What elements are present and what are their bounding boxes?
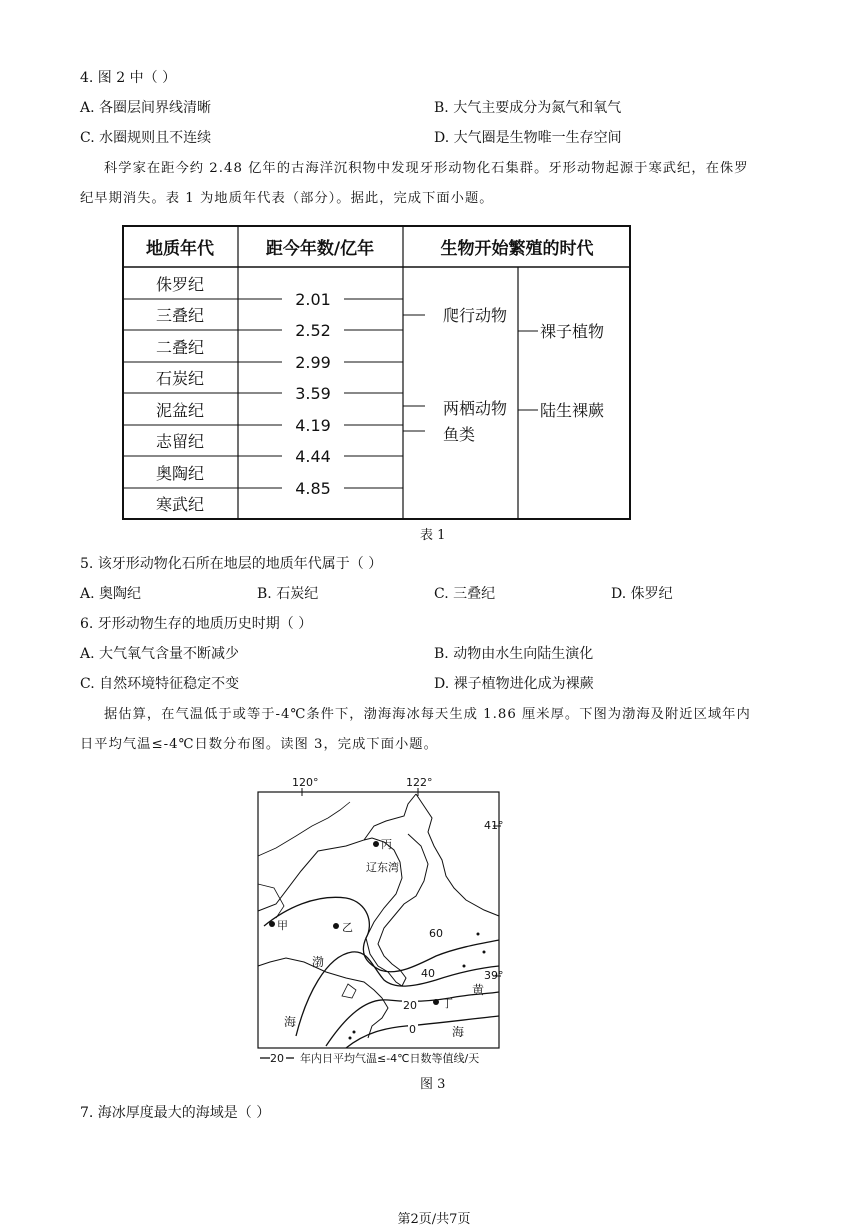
place-yi: 乙 — [342, 921, 353, 934]
lat-41: 41° — [484, 819, 504, 832]
place-jia: 甲 — [277, 919, 288, 932]
age-252: 2.52 — [295, 321, 331, 340]
label-liaodong-bay: 辽东湾 — [366, 861, 399, 874]
passage2-line2: 日平均气温≤-4℃日数分布图。读图 3，完成下面小题。 — [80, 737, 438, 752]
q5-option-b: B. 石炭纪 — [257, 586, 319, 602]
passage1-line1: 科学家在距今约 2.48 亿年的古海洋沉积物中发现牙形动物化石集群。牙形动物起源于寒武纪，在侏罗 — [104, 161, 749, 176]
label-hai-yellow: 海 — [452, 1025, 465, 1039]
isoline-label-20: 20 — [403, 999, 417, 1012]
q4-option-b: B. 大气主要成分为氮气和氧气 — [434, 100, 622, 116]
life-fish: 鱼类 — [443, 425, 476, 444]
table-header-life: 生物开始繁殖的时代 — [440, 239, 594, 259]
bohai-map — [256, 776, 504, 1070]
legend-text: 年内日平均气温≤-4℃日数等值线/天 — [300, 1052, 480, 1065]
life-psilophytes: 陆生裸蕨 — [540, 401, 605, 420]
q7-stem: 7. 海冰厚度最大的海域是（ ） — [80, 1105, 271, 1121]
era-silurian: 志留纪 — [155, 432, 205, 451]
lon-120: 120° — [292, 776, 319, 789]
q4-option-d: D. 大气圈是生物唯一生存空间 — [434, 130, 622, 146]
q4-option-c: C. 水圈规则且不连续 — [80, 130, 212, 146]
place-bing: 丙 — [381, 838, 392, 851]
label-hai-bohai: 海 — [284, 1015, 297, 1029]
era-triassic: 三叠纪 — [155, 306, 205, 325]
label-huang: 黄 — [472, 983, 485, 997]
page-footer: 第2页/共7页 — [397, 1212, 471, 1227]
age-201: 2.01 — [295, 290, 331, 309]
era-permian: 二叠纪 — [155, 338, 205, 357]
isoline-40 — [296, 952, 499, 1036]
era-jurassic: 侏罗纪 — [155, 275, 205, 294]
life-reptiles: 爬行动物 — [443, 306, 508, 325]
q6-option-c: C. 自然环境特征稳定不变 — [80, 676, 240, 692]
age-444: 4.44 — [295, 447, 331, 466]
q5-stem: 5. 该牙形动物化石所在地层的地质年代属于（ ） — [80, 556, 383, 572]
q5-option-a: A. 奥陶纪 — [80, 586, 142, 602]
age-359: 3.59 — [295, 384, 331, 403]
isoline-0 — [346, 1016, 499, 1048]
legend-sample-value: 20 — [270, 1052, 284, 1065]
age-485: 4.85 — [295, 479, 331, 498]
era-cambrian: 寒武纪 — [155, 495, 205, 514]
table-header-age: 距今年数/亿年 — [265, 239, 375, 259]
isoline-label-40: 40 — [421, 967, 435, 980]
figure3-caption: 图 3 — [420, 1077, 446, 1092]
table-header-era: 地质年代 — [146, 239, 214, 259]
place-ding: 丁 — [442, 997, 453, 1010]
table1-caption: 表 1 — [420, 528, 446, 543]
q5-option-d: D. 侏罗纪 — [611, 586, 673, 602]
q6-option-d: D. 裸子植物进化成为裸蕨 — [434, 676, 594, 692]
geologic-time-table — [122, 225, 631, 520]
q4-option-a: A. 各圈层间界线清晰 — [80, 100, 212, 116]
q4-stem: 4. 图 2 中（ ） — [80, 70, 177, 86]
q5-option-c: C. 三叠纪 — [434, 586, 496, 602]
passage2-line1: 据估算，在气温低于或等于-4℃条件下，渤海海冰每天生成 1.86 厘米厚。下图为渤海及附近区域年内 — [104, 707, 751, 722]
q6-option-b: B. 动物由水生向陆生演化 — [434, 646, 594, 662]
age-299: 2.99 — [295, 353, 331, 372]
lat-39: 39° — [484, 969, 504, 982]
age-419: 4.19 — [295, 416, 331, 435]
era-carboniferous: 石炭纪 — [155, 369, 205, 388]
q6-option-a: A. 大气氧气含量不断减少 — [80, 646, 240, 662]
life-amphibians: 两栖动物 — [443, 399, 508, 418]
isoline-label-0: 0 — [409, 1023, 416, 1036]
era-devonian: 泥盆纪 — [155, 401, 205, 420]
era-ordovician: 奥陶纪 — [155, 464, 205, 483]
isoline-label-60: 60 — [429, 927, 443, 940]
life-gymnosperms: 裸子植物 — [540, 322, 605, 341]
passage1-line2: 纪早期消失。表 1 为地质年代表（部分）。据此，完成下面小题。 — [80, 191, 494, 206]
lon-122: 122° — [406, 776, 433, 789]
q6-stem: 6. 牙形动物生存的地质历史时期（ ） — [80, 616, 313, 632]
label-bo: 渤 — [312, 955, 325, 969]
